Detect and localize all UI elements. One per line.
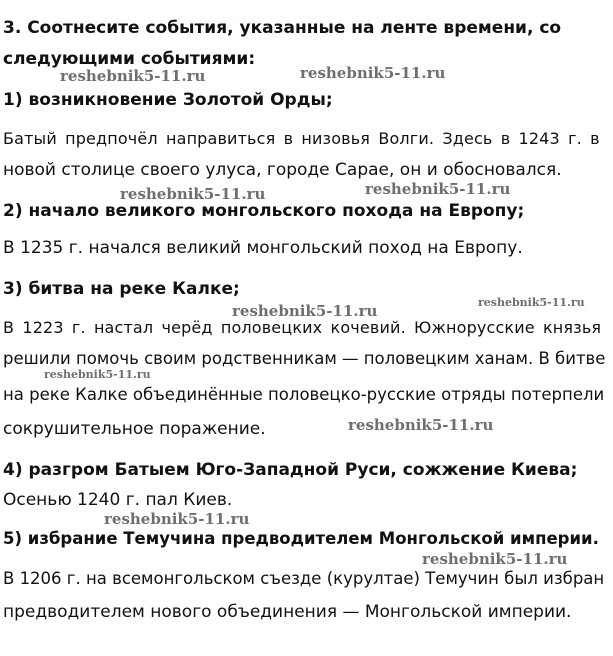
item-3-answer-line-3: на реке Калке объединённые половецко-русские отряды потерпели [3, 385, 605, 404]
item-1-heading: 1) возникновение Золотой Орды; [3, 90, 333, 110]
item-3-answer-line-4: сокрушительное поражение. [3, 419, 266, 439]
item-2-heading: 2) начало великого монгольского похода на Европу; [3, 201, 525, 221]
task-title-line-2: следующими событиями: [3, 49, 256, 69]
watermark: reshebnik5-11.ru [422, 550, 568, 568]
item-1-answer-line-2: новой столице своего улуса, городе Сарае, он и обосновался. [3, 160, 562, 180]
item-1-answer-line-1: Батый предпочёл направиться в низовья Волги. Здесь в 1243 г. в [3, 129, 600, 148]
item-3-heading: 3) битва на реке Калке; [3, 279, 240, 299]
item-3-answer-line-2: решили помочь своим родственникам — половецким ханам. В битве [3, 349, 606, 368]
watermark: reshebnik5-11.ru [44, 368, 151, 381]
item-4-answer-line-1: Осенью 1240 г. пал Киев. [3, 490, 233, 510]
item-2-answer-line-1: В 1235 г. начался великий монгольский поход на Европу. [3, 238, 523, 258]
watermark: reshebnik5-11.ru [120, 185, 266, 203]
item-5-answer-line-2: предводителем нового объединения — Монгольской империи. [3, 602, 572, 622]
task-title-line-1: 3. Соотнесите события, указанные на ленте времени, со [3, 18, 562, 38]
item-4-heading: 4) разгром Батыем Юго-Западной Руси, сожжение Киева; [3, 460, 578, 480]
watermark: reshebnik5-11.ru [348, 416, 494, 434]
watermark: reshebnik5-11.ru [365, 180, 511, 198]
item-5-answer-line-1: В 1206 г. на всемонгольском съезде (курултае) Темучин был избран [3, 569, 605, 588]
watermark: reshebnik5-11.ru [232, 302, 378, 320]
item-5-heading: 5) избрание Темучина предводителем Монгольской империи. [3, 529, 599, 548]
watermark: reshebnik5-11.ru [478, 296, 585, 309]
item-3-answer-line-1: В 1223 г. настал черёд половецких кочевий. Южнорусские князья [3, 318, 602, 337]
watermark: reshebnik5-11.ru [300, 64, 446, 82]
watermark: reshebnik5-11.ru [104, 510, 250, 528]
watermark: reshebnik5-11.ru [60, 67, 206, 85]
